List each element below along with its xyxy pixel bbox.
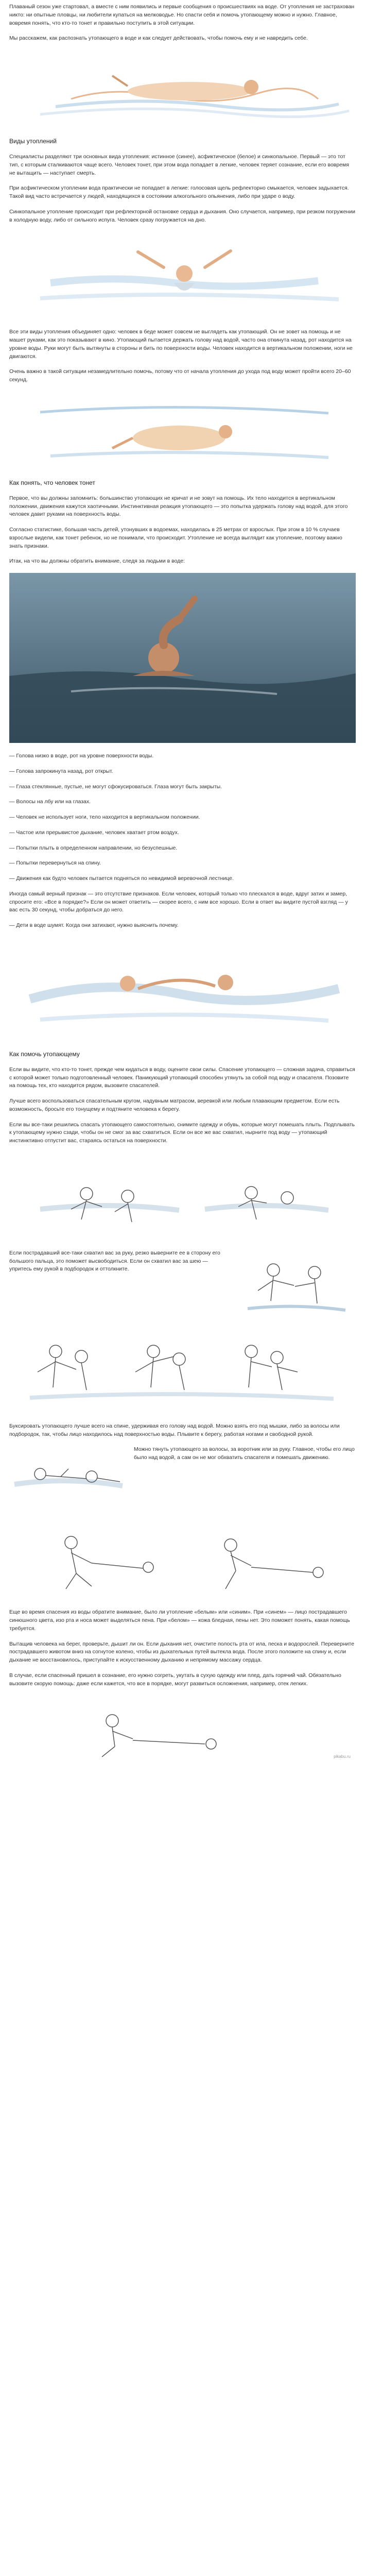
section-heading-help: Как помочь утопающему	[9, 1050, 80, 1058]
watermark: pikabu.ru	[334, 1754, 351, 1759]
section-heading-types: Виды утоплений	[9, 138, 57, 145]
types-paragraph-3: Синкопальное утопление происходит при рефлекторной остановке сердца и дыхания. Оно случается, например, при резком погружении в холодную воду, либо от сильного испуга. Человек сразу погружается на дно.	[9, 208, 355, 223]
help-paragraph-4: Буксировать утопающего лучше всего на спине, удерживая его голову над водой. Можно взять его под мышки, либо за волосы или подбородок, так, чтобы лицо находилось над поверхностью воды. Плывите к берегу, работая ногами и свободной рукой.	[9, 1422, 340, 1437]
sketch-grips-sequence	[9, 1320, 356, 1413]
help-paragraph-3: Если вы все-таки решились спасать утопающего самостоятельно, снимите одежду и обувь, которые могут помешать плыть. Подплывать к утопающему нужно сзади, чтобы он не смог за вас схватиться. Если он все же вас схватил, нырните под воду — утопающий инстинктивно отпустит вас, стараясь остаться на поверхности.	[9, 1121, 355, 1144]
help-paragraph-7: В случае, если спасенный пришел в сознание, его нужно согреть, укутать в сухую одежду или плед, дать горячий чай. Обязательно вызовите скорую помощь: даже если кажется, что все в порядке, могут развиться осложнения, например, отек легких.	[9, 1672, 341, 1687]
help-row2-text: Можно тянуть утопающего за волосы, за воротник или за руку. Главное, чтобы его лицо было над водой, а сам он не мог обхватить спасателя и помешать движению.	[134, 1446, 355, 1461]
sketch-release-grip	[237, 1249, 356, 1316]
sign-1: — Голова низко в воде, рот на уровне поверхности воды.	[9, 753, 154, 759]
how-paragraph-2: Согласно статистике, большая часть детей, утонувших в водоемах, находилась в 25 метрах от взрослых. При этом в 10 % случаев взрослые видели, как тонет ребенок, но не понимали, что происходит. Утопление не всегда выглядит как утопление, поэтому важно знать признаки.	[9, 527, 342, 549]
types-paragraph-1: Специалисты разделяют три основных вида утопления: истинное (синее), асфиктическое (белое) и синкопальное. Первый — это тот тип, с которым сталкиваются чаще всего. Человек тонет, при этом вода попадает в легкие, человек теряет сознание, если его вовремя не вытащить — наступает смерть.	[9, 154, 349, 176]
help-row-tow	[9, 1446, 356, 1507]
sign-9: — Движения как будто человек пытается подняться по невидимой веревочной лестнице.	[9, 875, 234, 882]
sign-7: — Попытки плыть в определенном направлении, но безуспешные.	[9, 844, 178, 851]
help-paragraph-2: Лучше всего воспользоваться спасательным кругом, надувным матрасом, веревкой или любым плавающим предметом. Если есть возможность, бросьте его тонущему и подтяните человека к берегу.	[9, 1098, 340, 1112]
sign-4: — Волосы на лбу или на глазах.	[9, 799, 91, 805]
sketch-approach-from-behind	[9, 1153, 356, 1240]
signs-paragraph-1: Иногда самый верный признак — это отсутствие признаков. Если человек, который только что плескался в воде, вдруг затих и замер, спросите его: «Все в порядке?» Если он может ответить — скорее всего, с ним все хорошо. Если в ответ вы видите пустой взгляд — у вас есть 30 секунд, чтобы добраться до него.	[9, 890, 348, 913]
sketch-final-care	[9, 1695, 356, 1762]
intro-paragraph-2: Мы расскажем, как распознать утопающего в воде и как следует действовать, чтобы помочь ему и не навредить себе.	[9, 35, 308, 42]
sketch-towing	[9, 1446, 128, 1507]
illustration-swimmer	[9, 50, 356, 127]
sign-6: — Частое или прерывистое дыхание, человек хватает ртом воздух.	[9, 829, 179, 836]
photo-drowning-man	[9, 573, 356, 743]
section-heading-how: Как понять, что человек тонет	[9, 479, 95, 486]
help-row-text: Если пострадавший все-таки схватил вас за руку, резко выверните ее в сторону его большого пальца, это поможет высвободиться. Если он схватил вас за шею — упритесь ему рукой в подбородок и оттолкните.	[9, 1249, 220, 1273]
help-row-grab	[9, 1249, 356, 1316]
sign-3: — Глаза стеклянные, пустые, не могут сфокусироваться. Глаза могут быть закрыты.	[9, 783, 222, 790]
help-paragraph-6: Вытащив человека на берег, проверьте, дышит ли он. Если дыхания нет, очистите полость рта от ила, песка и водорослей. Переверните пострадавшего животом вниз на согнутое колено, чтобы из дыхательных путей вытекла вода. После этого положите на спину и, если дыхание не восстановилось, приступайте к искусственному дыханию и непрямому массажу сердца.	[9, 1640, 355, 1663]
types-paragraph-2: При асфиктическом утоплении вода практически не попадает в легкие: голосовая щель рефлекторно смыкается, человек задыхается. Такой вид часто встречается у людей, находящихся в состоянии алкогольного опьянения, либо при ударе о воду.	[9, 185, 349, 199]
sign-5: — Человек не использует ноги, тело находится в вертикальном положении.	[9, 814, 200, 820]
how-paragraph-1: Первое, что вы должны запомнить: большинство утопающих не кричат и не зовут на помощь. Их тело находится в вертикальном положении, движения кажутся хаотичными. Инстинктивная реакция утопающего — это попытка удержать голову над водой, для этого человек давит руками на поверхность воды.	[9, 495, 348, 518]
how-paragraph-3: Итак, на что вы должны обратить внимание, следя за людьми в воде:	[9, 558, 185, 565]
illustration-rescue-waves	[9, 937, 356, 1040]
signs-paragraph-2: — Дети в воде шумят. Когда они затихают, нужно выяснить почему.	[9, 922, 179, 928]
help-paragraph-5: Еще во время спасения из воды обратите внимание, было ли утопление «белым» или «синим». При «синем» — лицо пострадавшего синюшного цвета, изо рта и носа может выделяться пена. При «белом» — кожа бледная, пены нет. Это поможет понять, какая помощь требуется.	[9, 1609, 350, 1632]
sign-8: — Попытки перевернуться на спину.	[9, 860, 101, 867]
illustration-drowning	[9, 231, 356, 319]
sketch-resuscitation	[9, 1512, 356, 1599]
help-paragraph-1: Если вы видите, что кто-то тонет, прежде чем кидаться в воду, оцените свои силы. Спасение утопающего — сложная задача, справиться с которой может только подготовленный человек. Паникующий утопающий способен утянуть за собой под воду и спасателя. Позовите на помощь тех, кто находится рядом, вызовите спасателей.	[9, 1066, 355, 1089]
types-paragraph-4: Все эти виды утопления объединяет одно: человек в беде может совсем не выглядеть как утопающий. Он не зовет на помощь и не машет руками, как это показывают в кино. Утопающий пытается держать голову над водой, часто она откинута назад, рот находится на уровне воды. Руки могут быть вытянуты в стороны и бить по поверхности воды. Человек находится в вертикальном положении, ноги не двигаются.	[9, 329, 353, 360]
illustration-underwater	[9, 392, 356, 469]
types-paragraph-5: Очень важно в такой ситуации незамедлительно помочь, потому что от начала утопления до ухода под воду может пройти всего 20–60 секунд.	[9, 368, 351, 383]
intro-paragraph-1: Плаваный сезон уже стартовал, а вместе с ним появились и первые сообщения о происшествиях на воде. От утопления не застрахован никто: ни опытные пловцы, ни любители купаться на мелководье. Но спасти себя и помочь утопающему можно и нужно. Главное, вовремя понять, что кто-то тонет и правильно поступить в этой ситуации.	[9, 4, 355, 26]
sign-2: — Голова запрокинута назад, рот открыт.	[9, 768, 113, 774]
